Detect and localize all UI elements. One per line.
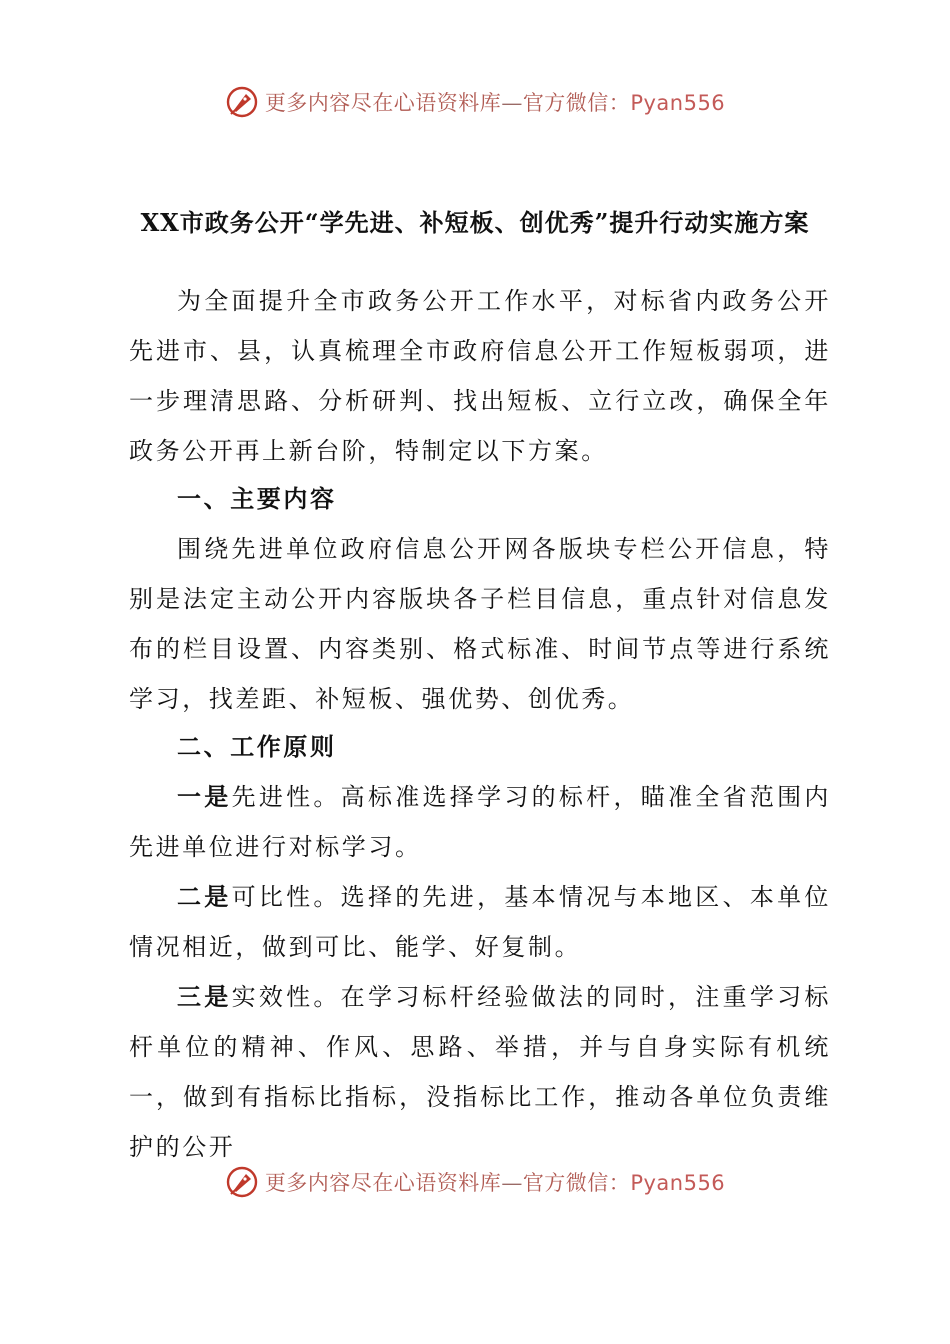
banner-slogan: 更多内容尽在心语资料库 [264,1171,502,1195]
pen-nib-logo-icon [225,1165,259,1199]
principle-3-lead: 三是 [177,982,232,1011]
principle-1-lead: 一是 [177,782,232,811]
banner-text [265,87,725,117]
pen-nib-logo-icon [225,85,259,119]
principle-1-body: 先进性。高标准选择学习的标杆，瞄准全省范围内先进单位进行对标学习。 [129,783,831,861]
banner-text [265,1167,725,1197]
banner-separator: — [501,91,523,115]
banner-wechat-id: Pyan556 [630,91,726,115]
banner-wechat-label: 官方微信： [522,91,631,115]
banner-wechat-label: 官方微信： [522,1171,631,1195]
banner-separator: — [501,1171,523,1195]
principle-2-lead: 二是 [177,882,232,911]
section1-paragraph: 围绕先进单位政府信息公开网各版块专栏公开信息，特别是法定主动公开内容版块各子栏目信息，重点针对信息发布的栏目设置、内容类别、格式标准、时间节点等进行系统学习，找差距、补短板、强优势、创优秀。 [129,535,831,713]
section-heading-work-principles: 二、工作原则 [177,732,337,761]
footer-banner [0,1162,950,1202]
section-heading-main-content: 一、主要内容 [177,484,337,513]
banner-slogan: 更多内容尽在心语资料库 [264,91,502,115]
principle-2-body: 可比性。选择的先进，基本情况与本地区、本单位情况相近，做到可比、能学、好复制。 [129,883,831,961]
header-banner [0,82,950,122]
document-title: XX市政务公开“学先进、补短板、创优秀”提升行动实施方案 [140,208,810,237]
intro-paragraph: 为全面提升全市政务公开工作水平，对标省内政务公开先进市、县，认真梳理全市政府信息公开工作短板弱项，进一步理清思路、分析研判、找出短板、立行立改，确保全年政务公开再上新台阶，特制定以下方案。 [129,287,831,465]
principle-paragraph-3 [129,972,831,1172]
principle-3-body: 实效性。在学习标杆经验做法的同时，注重学习标杆单位的精神、作风、思路、举措，并与自身实际有机统一，做到有指标比指标，没指标比工作，推动各单位负责维护的公开 [129,983,831,1161]
banner-wechat-id: Pyan556 [630,1171,726,1195]
principle-paragraph-2 [129,872,831,972]
principle-paragraph-1 [129,772,831,872]
